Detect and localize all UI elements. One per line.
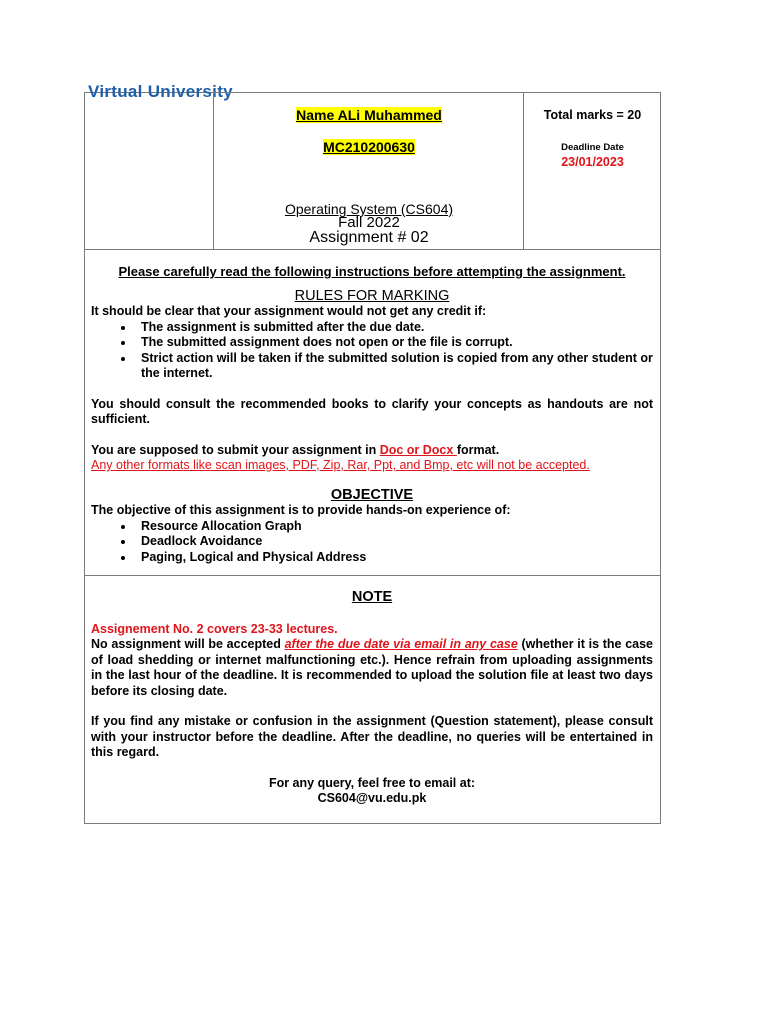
objective-item: • Deadlock Avoidance [135,534,653,550]
acceptance-policy: No assignment will be accepted after the due date via email in any case (whether it is the case of load shedding or internet malfunctioning etc.). Hence refrain from uploading assignments in the last hour of the deadline. It is recommended to upload the solution file at least two days before its closing date. [91,637,654,698]
rule-item: • Strict action will be taken if the submitted solution is copied from any other student or the internet. [135,351,653,382]
semester: Fall 2022 [338,214,400,231]
acceptance-emphasis: after the due date via email in any case [284,637,518,651]
contact-email[interactable]: CS604@vu.edu.pk [317,791,427,805]
rules-lead: It should be clear that your assignment would not get any credit if: [91,304,487,318]
objectives-list [91,519,653,566]
objective-item: • Resource Allocation Graph [135,519,653,535]
logo-top-rule [213,92,661,93]
objective-heading: OBJECTIVE [330,486,414,503]
deadline-label: Deadline Date [561,142,624,153]
note-section [91,590,653,807]
course-title: Operating System (CS604) [284,201,454,217]
consult-books-text: You should consult the recommended books to clarify your concepts as handouts are not sufficient. [91,396,653,426]
note-top-rule [84,575,661,576]
mistake-policy: If you find any mistake or confusion in the assignment (Question statement), please consult with your instructor before the deadline. After the deadline, no queries will be entertained in this regard. [91,714,653,759]
deadline-date: 23/01/2023 [561,155,624,169]
objective-item: • Paging, Logical and Physical Address [135,550,653,566]
coverage-text: Assignement No. 2 covers 23-33 lectures. [91,621,338,636]
instructions-intro: Please carefully read the following instructions before attempting the assignment. [118,264,626,279]
query-text: For any query, feel free to email at: [268,775,476,790]
format-requirement: You are supposed to submit your assignment in Doc or Docx format. [91,442,500,457]
rule-item: • The submitted assignment does not open or the file is corrupt. [135,335,653,351]
rule-item: • The assignment is submitted after the due date. [135,320,653,336]
header-bottom-rule [84,249,661,250]
student-id: MC210200630 [323,139,415,155]
total-marks: Total marks = 20 [543,108,642,122]
rules-heading: RULES FOR MARKING [294,287,450,304]
instructions-section [91,264,653,565]
format-link: Doc or Docx [379,442,457,457]
university-logo-text: Virtual University [88,82,233,101]
student-name: Name ALi Muhammed [296,107,442,123]
objective-lead: The objective of this assignment is to provide hands-on experience of: [91,503,511,517]
note-heading: NOTE [351,589,393,605]
assignment-number: Assignment # 02 [309,229,429,246]
rules-list [91,320,653,382]
format-warning: Any other formats like scan images, PDF, Zip, Rar, Ppt, and Bmp, etc will not be accepted. [91,458,590,472]
